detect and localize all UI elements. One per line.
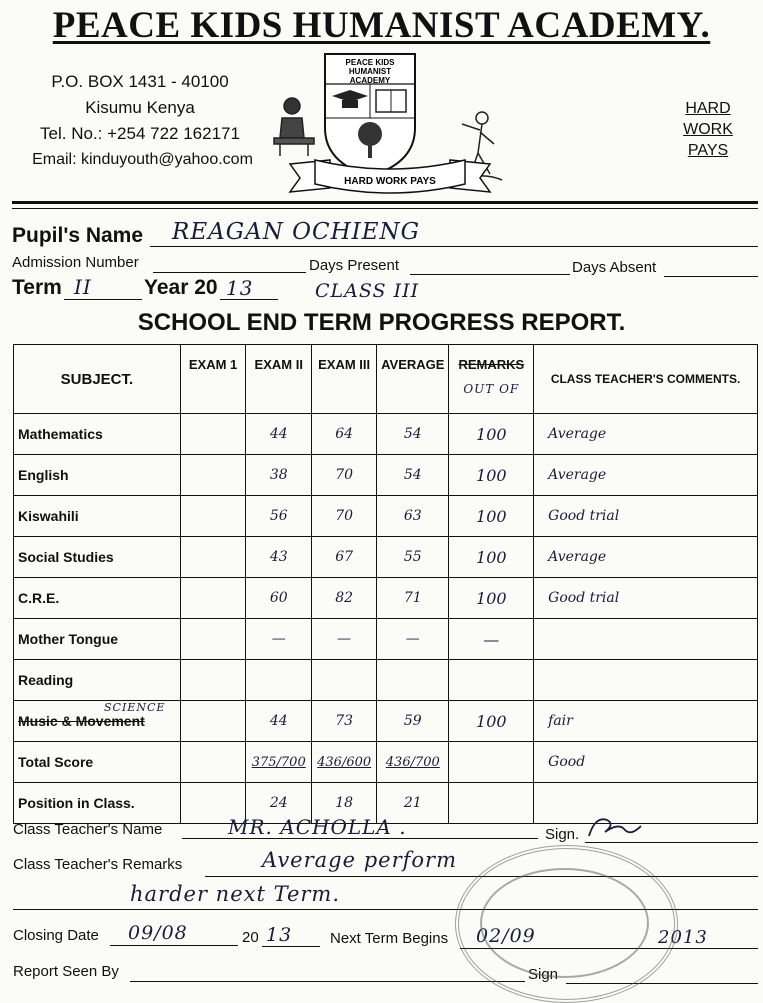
report-seen-line [130,981,525,982]
admission-number-line [153,272,306,273]
comment-cell: Average [534,537,758,578]
closing-date-label: Closing Date [13,927,99,944]
table-row [14,537,758,578]
average-cell: 54 [377,455,449,496]
exam3-cell: 73 [312,701,377,742]
comment-cell [534,660,758,701]
teacher-name-value: MR. ACHOLLA . [228,815,407,839]
days-present-line [410,274,570,275]
total-exam3-cell: 436/600 [312,742,377,783]
exam3-cell: 70 [312,455,377,496]
position-out-of-cell [449,783,534,824]
exam3-cell: 82 [312,578,377,619]
telephone: Tel. No.: +254 722 162171 [40,124,240,143]
exam2-cell: 38 [246,455,312,496]
closing-date-line [110,945,238,946]
average-cell: 54 [377,414,449,455]
total-exam2-cell: 375/700 [246,742,312,783]
days-present-label: Days Present [309,257,400,274]
motto-work: WORK [683,121,733,138]
comment-cell: Good trial [534,496,758,537]
out-of-cell: 100 [449,496,534,537]
motto-pays: PAYS [687,142,729,159]
average-cell: — [377,619,449,660]
exam1-cell [180,455,245,496]
subject-crossed-out: Music & Movement [18,713,145,729]
position-average-cell: 21 [377,783,449,824]
average-cell: 59 [377,701,449,742]
header-comments: CLASS TEACHER'S COMMENTS. [534,345,758,414]
header-rule-thin [12,208,758,209]
crest-text-1: PEACE KIDS [345,58,395,67]
exam1-cell [180,414,245,455]
pupil-name-value: REAGAN OCHIENG [172,219,421,245]
comment-cell: Good trial [534,578,758,619]
out-of-cell: 100 [449,578,534,619]
total-score-row [14,742,758,783]
crest-text-3: ACADEMY [349,76,391,85]
table-row [14,578,758,619]
exam2-cell [246,660,312,701]
header-remarks-text: REMARKS [458,357,525,372]
table-row [14,414,758,455]
exam2-cell: 44 [246,414,312,455]
crest-banner-text: HARD WORK PAYS [344,176,436,187]
exam1-cell [180,537,245,578]
motto-hard: HARD [685,100,731,117]
average-cell [377,660,449,701]
total-comment-cell: Good [534,742,758,783]
table-header-row [14,345,758,414]
subject-cell: Kiswahili [14,496,181,537]
exam3-cell: 67 [312,537,377,578]
exam1-cell [180,496,245,537]
comment-cell: Average [534,455,758,496]
days-absent-label: Days Absent [572,259,657,276]
pupil-name-line [150,246,758,247]
subject-cell [14,701,181,742]
header-exam2: EXAM II [246,345,312,414]
email: Email: kinduyouth@yahoo.com [32,151,253,168]
city: Kisumu Kenya [85,98,195,117]
report-seen-label: Report Seen By [13,963,119,980]
exam3-cell: 64 [312,414,377,455]
comment-cell: Average [534,414,758,455]
table-row [14,455,758,496]
average-cell: 71 [377,578,449,619]
exam3-cell [312,660,377,701]
teacher-remarks-text-2: harder next Term. [130,882,341,906]
teacher-remarks-text-1: Average perform [262,848,457,872]
table-row [14,619,758,660]
header-out-of-note: OUT OF [463,382,520,396]
year-value: 13 [226,276,254,300]
average-cell: 55 [377,537,449,578]
header-subject: SUBJECT. [14,345,181,414]
report-seen-sign-label: Sign [528,966,559,983]
class-value: CLASS III [315,280,420,302]
next-term-value: 02/09 [476,925,536,947]
position-exam2-cell: 24 [246,783,312,824]
exam1-cell [180,701,245,742]
out-of-cell: 100 [449,537,534,578]
header-average: AVERAGE [377,345,449,414]
header-rule-thick [12,201,758,204]
term-value: II [74,275,92,299]
term-line [64,299,142,300]
out-of-cell: 100 [449,701,534,742]
closing-year-value: 13 [266,924,293,946]
out-of-cell: 100 [449,455,534,496]
exam1-cell [180,660,245,701]
closing-year-prefix: 20 [242,929,259,946]
school-crest [270,48,510,196]
teacher-remarks-label: Class Teacher's Remarks [13,856,183,873]
po-box: P.O. BOX 1431 - 40100 [51,72,229,91]
out-of-cell [449,660,534,701]
crest-text-2: HUMANIST [348,67,392,76]
closing-date-value: 09/08 [128,922,188,944]
subject-override: SCIENCE [104,701,166,714]
position-comment-cell [534,783,758,824]
year-label: Year 20 [144,276,218,299]
out-of-cell: 100 [449,414,534,455]
comment-cell: fair [534,701,758,742]
closing-year-line [262,946,320,947]
term-label: Term [12,276,62,299]
exam3-cell: 70 [312,496,377,537]
admission-number-label: Admission Number [12,254,139,271]
exam2-cell: 43 [246,537,312,578]
next-term-year: 2013 [658,927,708,948]
next-term-label: Next Term Begins [330,930,449,947]
header-remarks [449,345,534,414]
comment-cell [534,619,758,660]
exam2-cell: 56 [246,496,312,537]
subject-cell: Reading [14,660,181,701]
subject-cell: English [14,455,181,496]
position-label: Position in Class. [14,783,181,824]
exam2-cell: 60 [246,578,312,619]
school-name: PEACE KIDS HUMANIST ACADEMY. [52,5,711,46]
total-exam1-cell [180,742,245,783]
header-exam1: EXAM 1 [180,345,245,414]
exam2-cell: 44 [246,701,312,742]
out-of-cell: — [449,619,534,660]
school-stamp-inner [480,868,649,978]
table-row [14,660,758,701]
total-out-of-cell [449,742,534,783]
exam1-cell [180,619,245,660]
subject-cell: Mother Tongue [14,619,181,660]
exam1-cell [180,578,245,619]
header-exam3: EXAM III [312,345,377,414]
subject-cell: Mathematics [14,414,181,455]
results-table [13,344,758,824]
position-exam3-cell: 18 [312,783,377,824]
teacher-signature [585,810,645,844]
subject-cell: C.R.E. [14,578,181,619]
days-absent-line [664,276,758,277]
exam2-cell: — [246,619,312,660]
sign-label: Sign. [545,826,580,843]
report-title: SCHOOL END TERM PROGRESS REPORT. [137,309,626,336]
average-cell: 63 [377,496,449,537]
exam3-cell: — [312,619,377,660]
teacher-name-label: Class Teacher's Name [13,821,163,838]
total-score-label: Total Score [14,742,181,783]
pupil-name-label: Pupil's Name [12,224,144,247]
total-average-cell: 436/700 [377,742,449,783]
table-row [14,701,758,742]
table-row [14,496,758,537]
subject-cell: Social Studies [14,537,181,578]
